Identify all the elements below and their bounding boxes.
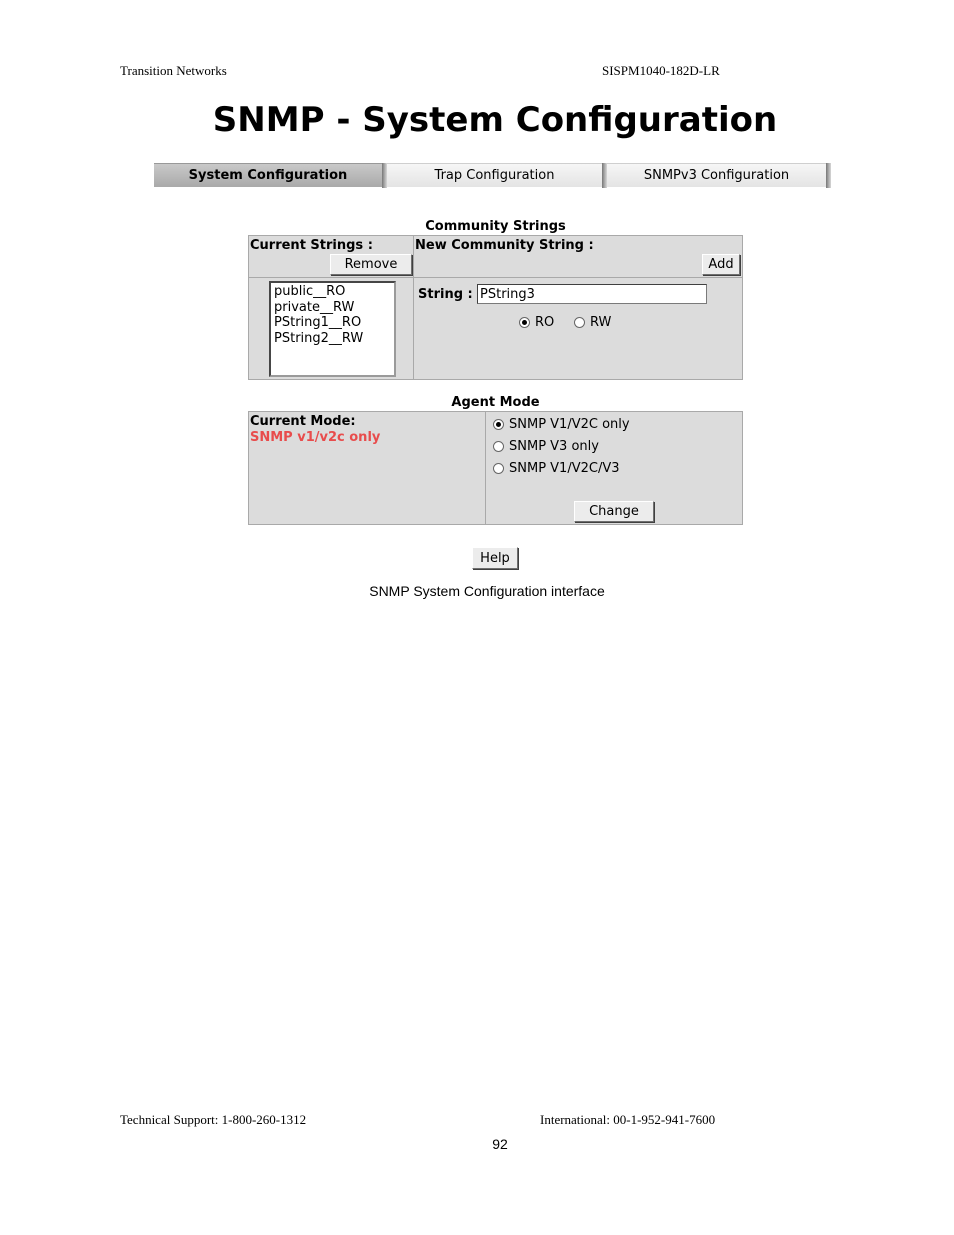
header-model: SISPM1040-182D-LR [602, 63, 720, 78]
remove-button[interactable]: Remove [330, 254, 412, 275]
mode-v3-label: SNMP V3 only [509, 439, 599, 454]
access-ro-label: RO [535, 315, 555, 330]
figure-caption: SNMP System Configuration interface [369, 583, 605, 599]
tab-snmpv3-configuration[interactable]: SNMPv3 Configuration [607, 163, 826, 187]
current-strings-list[interactable] [269, 281, 396, 377]
community-panel [248, 235, 743, 380]
tab-system-configuration[interactable]: System Configuration [154, 163, 382, 187]
footer-international: International: 00-1-952-941-7600 [540, 1112, 716, 1127]
mode-v1v2c-radio[interactable] [493, 419, 504, 430]
mode-all-radio[interactable] [493, 463, 504, 474]
list-item[interactable]: PString2__RW [274, 330, 364, 346]
community-caption: Community Strings [425, 219, 566, 234]
access-ro-radio[interactable] [519, 317, 530, 328]
footer-support: Technical Support: 1-800-260-1312 [120, 1112, 307, 1127]
string-label: String : [418, 287, 473, 302]
string-input[interactable] [477, 284, 707, 304]
tab-bar [154, 163, 831, 188]
access-rw-label: RW [590, 315, 612, 330]
mode-v1v2c-label: SNMP V1/V2C only [509, 417, 630, 432]
tab-separator [826, 163, 831, 188]
list-item[interactable]: public__RO [274, 284, 346, 299]
list-item[interactable]: PString1__RO [274, 315, 362, 330]
current-mode-value: SNMP v1/v2c only [250, 430, 381, 445]
new-community-string-label: New Community String : [415, 238, 594, 253]
access-rw-radio[interactable] [574, 317, 585, 328]
add-button[interactable]: Add [702, 254, 740, 275]
mode-all-label: SNMP V1/V2C/V3 [509, 461, 620, 476]
divider [485, 412, 486, 524]
divider [249, 277, 742, 278]
divider [413, 236, 414, 379]
agent-mode-caption: Agent Mode [451, 395, 540, 410]
tab-trap-configuration[interactable]: Trap Configuration [387, 163, 602, 187]
agent-mode-panel [248, 411, 743, 525]
header-company: Transition Networks [120, 63, 227, 78]
current-strings-label: Current Strings : [250, 238, 373, 253]
mode-v3-radio[interactable] [493, 441, 504, 452]
current-mode-label: Current Mode: [250, 414, 356, 429]
list-item[interactable]: private__RW [274, 299, 355, 315]
page-title: SNMP - System Configuration [212, 100, 778, 140]
change-button[interactable]: Change [574, 501, 654, 522]
help-button[interactable]: Help [472, 547, 518, 569]
page-number: 92 [492, 1136, 508, 1152]
